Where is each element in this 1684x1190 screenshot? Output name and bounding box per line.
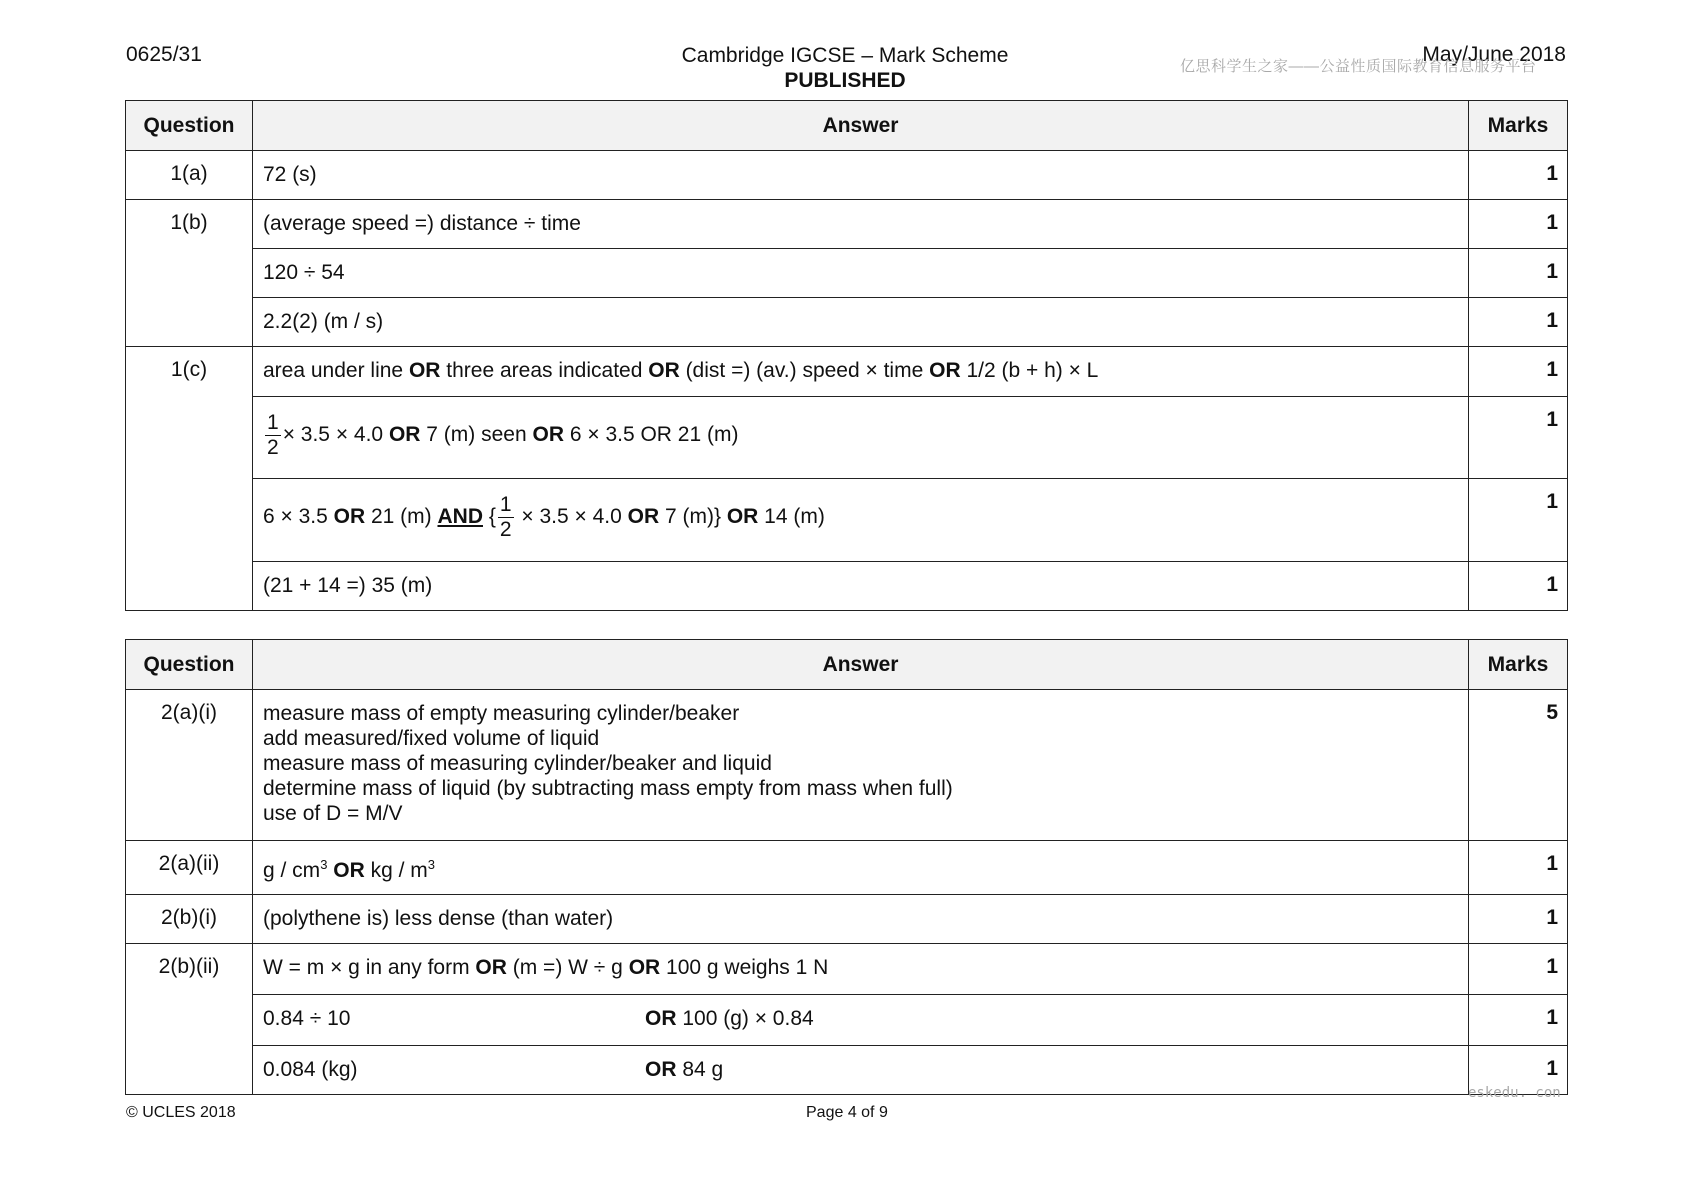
answer-text: W = m × g in any form OR (m =) W ÷ g OR 100 g weighs 1 N	[253, 944, 1469, 995]
table-row	[126, 1046, 1568, 1095]
answer-text: 120 ÷ 54	[253, 249, 1469, 298]
published-label: PUBLISHED	[784, 69, 906, 92]
question-column-header: Question	[126, 640, 253, 690]
table-row	[126, 397, 1568, 479]
marks-value: 1	[1469, 151, 1568, 200]
marks-value: 1	[1469, 249, 1568, 298]
marks-value: 1	[1469, 479, 1568, 562]
answer-text: area under line OR three areas indicated OR (dist =) (av.) speed × time OR 1/2 (b + h) × L	[253, 347, 1469, 397]
marks-value: 5	[1469, 690, 1568, 841]
answer-column-header: Answer	[253, 640, 1469, 690]
answer-text: 2.2(2) (m / s)	[253, 298, 1469, 347]
document-title-block	[600, 43, 1090, 93]
page-number: Page 4 of 9	[806, 1104, 888, 1121]
answer-line: use of D = M/V	[263, 802, 403, 825]
table-row	[126, 249, 1568, 298]
table-header-row	[126, 640, 1568, 690]
mark-scheme-table-q2	[125, 639, 1568, 1095]
fraction: $\frac{1}{2}$	[499, 493, 512, 541]
table-row	[126, 479, 1568, 562]
table-row	[126, 895, 1568, 944]
exam-session: May/June 2018	[1422, 43, 1566, 66]
answer-text: 72 (s)	[253, 151, 1469, 200]
question-label: 2(a)(i)	[126, 690, 253, 841]
marks-column-header: Marks	[1469, 640, 1568, 690]
table-row	[126, 995, 1568, 1046]
paper-code: 0625/31	[126, 43, 202, 66]
table-row	[126, 944, 1568, 995]
marks-value: 1	[1469, 995, 1568, 1046]
marks-value: 1	[1469, 944, 1568, 995]
marks-value: 1	[1469, 347, 1568, 397]
question-label: 2(a)(ii)	[126, 841, 253, 895]
marks-value: 1	[1469, 200, 1568, 249]
table-row	[126, 151, 1568, 200]
answer-line: measure mass of measuring cylinder/beaker and liquid	[263, 752, 772, 775]
marks-value: 1	[1469, 1046, 1568, 1095]
footer-watermark: eskedu. con	[1468, 1085, 1561, 1101]
answer-text: $\frac{1}{2}$ × 3.5 × 4.0 OR 7 (m) seen OR 6 × 3.5 OR 21 (m)	[253, 397, 1469, 479]
question-label: 2(b)(i)	[126, 895, 253, 944]
answer-text: (polythene is) less dense (than water)	[253, 895, 1469, 944]
answer-text	[253, 690, 1469, 841]
table-header-row	[126, 101, 1568, 151]
question-label: 1(c)	[126, 347, 253, 611]
mark-scheme-table-q1	[125, 100, 1568, 611]
table-row	[126, 200, 1568, 249]
copyright-notice: © UCLES 2018	[126, 1104, 236, 1121]
question-label: 2(b)(ii)	[126, 944, 253, 1095]
question-label: 1(a)	[126, 151, 253, 200]
answer-text: 0.084 (kg) OR 84 g	[253, 1046, 1469, 1095]
marks-column-header: Marks	[1469, 101, 1568, 151]
answer-column-header: Answer	[253, 101, 1469, 151]
question-label: 1(b)	[126, 200, 253, 347]
answer-text: g / $cm^3$ OR kg / $m^3$	[253, 841, 1469, 895]
table-row	[126, 347, 1568, 397]
answer-text: 6 × 3.5 OR 21 (m) AND { $\frac{1}{2}$ × 3.5 × 4.0 OR 7 (m)} OR 14 (m)	[253, 479, 1469, 562]
marks-value: 1	[1469, 397, 1568, 479]
answer-line: add measured/fixed volume of liquid	[263, 727, 600, 750]
answer-line: measure mass of empty measuring cylinder/beaker	[263, 702, 740, 725]
document-title: Cambridge IGCSE – Mark Scheme	[681, 44, 1009, 67]
table-row	[126, 841, 1568, 895]
watermark-text: 亿思科学生之家——公益性质国际教育信息服务平台	[1180, 58, 1537, 75]
fraction: $\frac{1}{2}$	[267, 411, 279, 459]
answer-line: determine mass of liquid (by subtracting mass empty from mass when full)	[263, 777, 953, 800]
table-row	[126, 690, 1568, 841]
marks-value: 1	[1469, 895, 1568, 944]
answer-text: 0.84 ÷ 10 OR 100 (g) × 0.84	[253, 995, 1469, 1046]
marks-value: 1	[1469, 298, 1568, 347]
question-column-header: Question	[126, 101, 253, 151]
answer-text: (21 + 14 =) 35 (m)	[253, 562, 1469, 611]
marks-value: 1	[1469, 562, 1568, 611]
table-row	[126, 298, 1568, 347]
answer-text: (average speed =) distance ÷ time	[253, 200, 1469, 249]
table-row	[126, 562, 1568, 611]
marks-value: 1	[1469, 841, 1568, 895]
